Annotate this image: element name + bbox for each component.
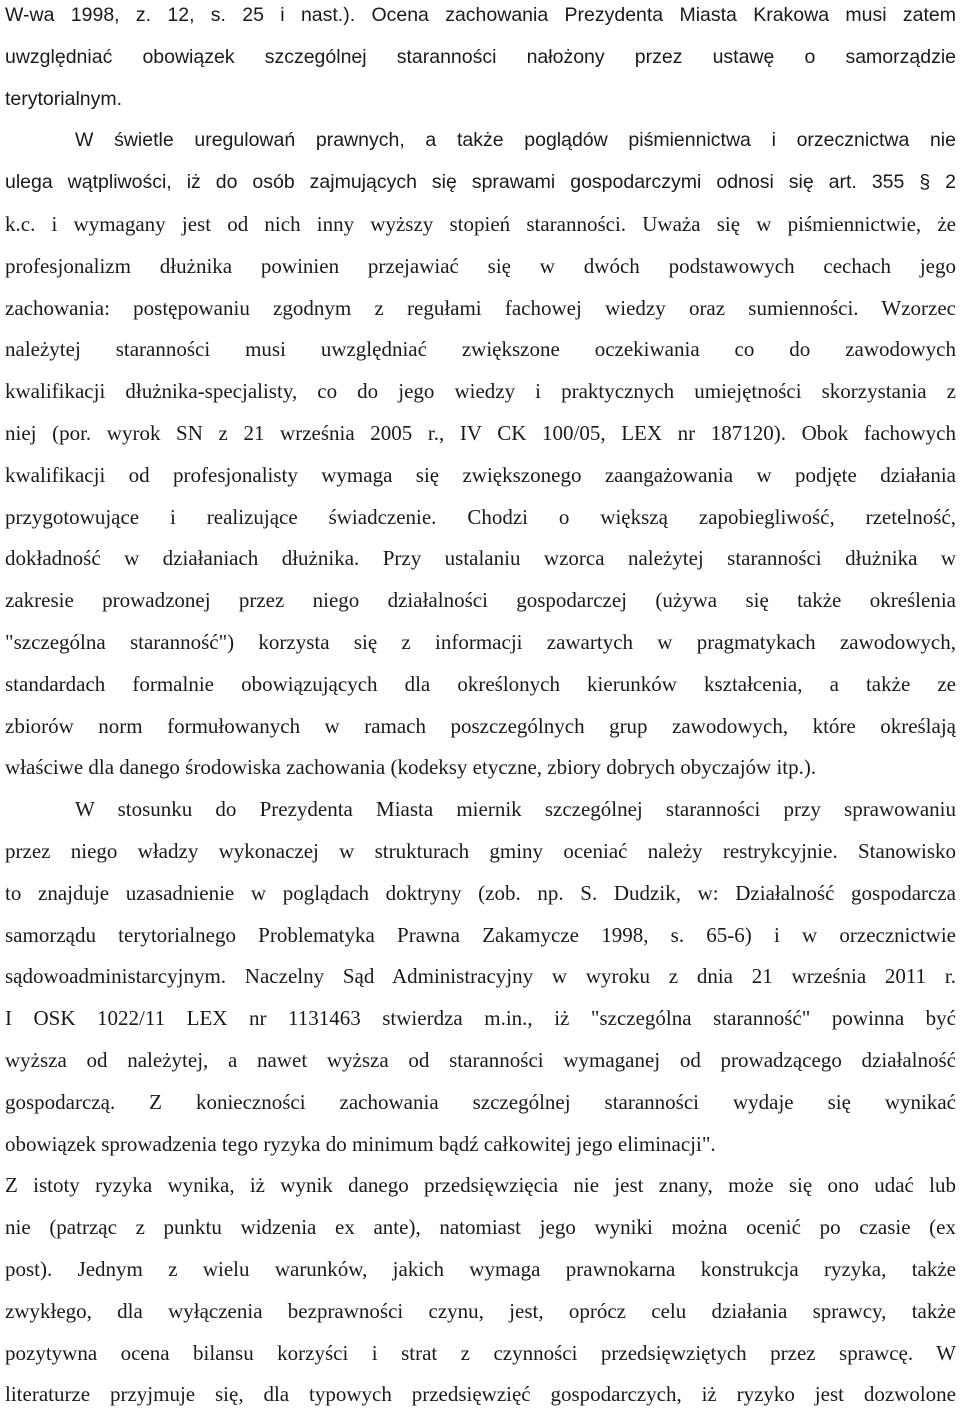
text-line: post). Jednym z wielu warunków, jakich wymaga prawnokarna konstrukcja ryzyka, także [5, 1256, 956, 1281]
text-line: sądowoadministarcyjnym. Naczelny Sąd Administracyjny w wyroku z dnia 21 września 2011 r. [5, 964, 956, 989]
text-line: gospodarczą. Z konieczności zachowania szczególnej staranności wydaje się wynikać [5, 1089, 956, 1114]
text-line: literaturze przyjmuje się, dla typowych przedsięwzięć gospodarczych, iż ryzyko jest dozwolone [5, 1382, 956, 1407]
text-line: to znajduje uzasadnienie w poglądach doktryny (zob. np. S. Dudzik, w: Działalność gospodarcza [5, 880, 956, 905]
text-line: właściwe dla danego środowiska zachowania (kodeksy etyczne, zbiory dobrych obyczajów itp.). [5, 755, 817, 780]
text-line: obowiązek sprowadzenia tego ryzyka do minimum bądź całkowitej jego eliminacji". [5, 1131, 716, 1156]
text-line: W stosunku do Prezydenta Miasta miernik szczególnej staranności przy sprawowaniu [75, 797, 956, 822]
text-line: przygotowujące i realizujące świadczenie. Chodzi o większą zapobiegliwość, rzetelność, [5, 504, 956, 529]
text-line: pozytywna ocena bilansu korzyści i strat z czynności przedsięwziętych przez sprawcę. W [5, 1340, 956, 1365]
text-line: dokładność w działaniach dłużnika. Przy ustalaniu wzorca należytej staranności dłużnika w [5, 546, 956, 571]
text-line: terytorialnym. [5, 87, 123, 110]
text-line: nie (patrząc z punktu widzenia ex ante), natomiast jego wyniki można ocenić po czasie (ex [5, 1215, 956, 1240]
text-line: W świetle uregulowań prawnych, a także poglądów piśmiennictwa i orzecznictwa nie [75, 129, 956, 152]
text-line: przez niego władzy wykonaczej w strukturach gminy oceniać należy restrykcyjnie. Stanowisko [5, 838, 956, 863]
text-line: uwzględniać obowiązek szczególnej staranności nałożony przez ustawę o samorządzie [5, 45, 956, 68]
text-line: niej (por. wyrok SN z 21 września 2005 r., IV CK 100/05, LEX nr 187120). Obok fachowych [5, 420, 956, 445]
text-line: zachowania: postępowaniu zgodnym z regułami fachowej wiedzy oraz sumienności. Wzorzec [5, 295, 956, 320]
text-line: I OSK 1022/11 LEX nr 1131463 stwierdza m.in., iż "szczególna staranność" powinna być [5, 1006, 956, 1031]
text-line: kwalifikacji od profesjonalisty wymaga się zwiększonego zaangażowania w podjęte działania [5, 462, 956, 487]
text-line: profesjonalizm dłużnika powinien przejawiać się w dwóch podstawowych cechach jego [5, 253, 956, 278]
text-line: "szczególna staranność") korzysta się z informacji zawartych w pragmatykach zawodowych, [5, 629, 956, 654]
text-line: ulega wątpliwości, iż do osób zajmujących się sprawami gospodarczymi odnosi się art. 355 § 2 [5, 171, 956, 194]
text-line: zakresie prowadzonej przez niego działalności gospodarczej (używa się także określenia [5, 588, 956, 613]
text-line: zbiorów norm formułowanych w ramach poszczególnych grup zawodowych, które określają [5, 713, 956, 738]
text-line: kwalifikacji dłużnika-specjalisty, co do jego wiedzy i praktycznych umiejętności skorzystania z [5, 379, 956, 404]
text-line: zwykłego, dla wyłączenia bezprawności czynu, jest, oprócz celu działania sprawcy, także [5, 1298, 956, 1323]
text-line: Z istoty ryzyka wynika, iż wynik danego przedsięwzięcia nie jest znany, może się ono udać lub [5, 1173, 956, 1198]
text-line: wyższa od należytej, a nawet wyższa od staranności wymaganej od prowadzącego działalność [5, 1047, 956, 1072]
text-line: samorządu terytorialnego Problematyka Prawna Zakamycze 1998, s. 65-6) i w orzecznictwie [5, 922, 956, 947]
text-line: należytej staranności musi uwzględniać zwiększone oczekiwania co do zawodowych [5, 337, 956, 362]
text-line: k.c. i wymagany jest od nich inny wyższy stopień staranności. Uważa się w piśmiennictwie, że [5, 211, 956, 236]
text-line: W-wa 1998, z. 12, s. 25 i nast.). Ocena zachowania Prezydenta Miasta Krakowa musi zatem [5, 4, 956, 26]
text-line: standardach formalnie obowiązujących dla określonych kierunków kształcenia, a także ze [5, 671, 956, 696]
